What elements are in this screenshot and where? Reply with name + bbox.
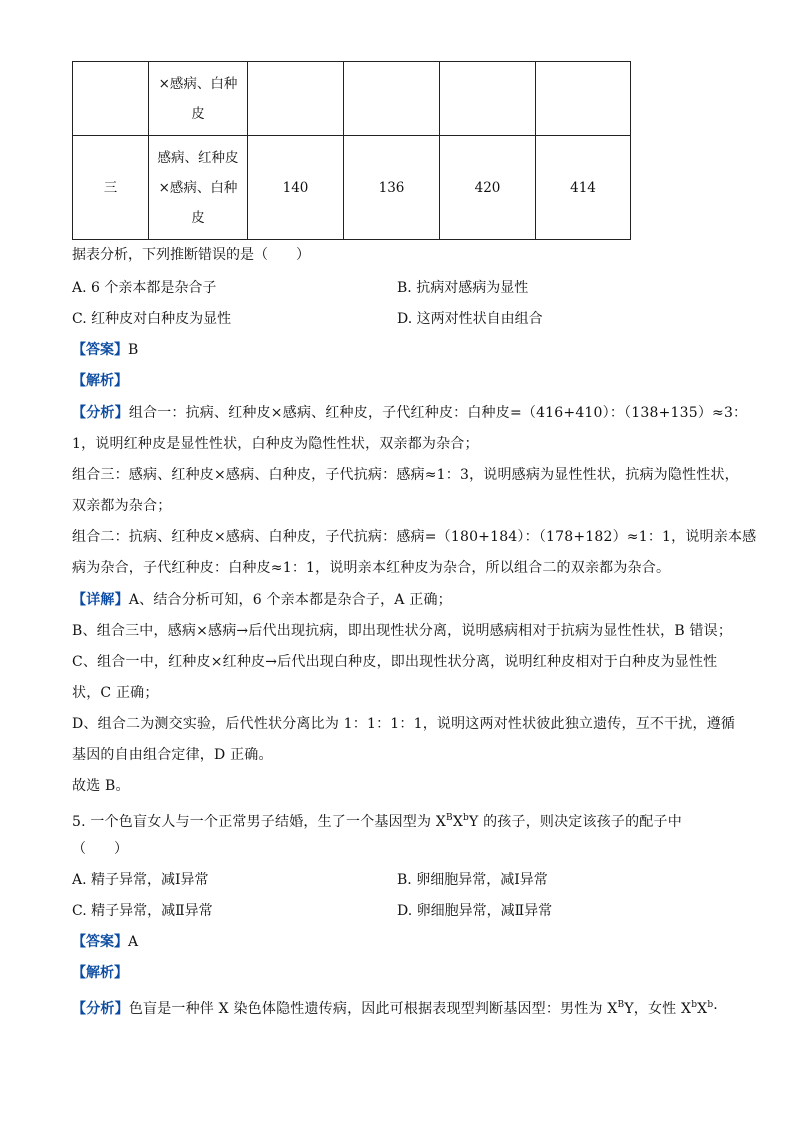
q4-fenxi-line: 1，说明红种皮是显性性状，白种皮为隐性性状，双亲都为杂合； bbox=[72, 436, 479, 452]
q4-detail-line: 【详解】A、结合分析可知，6 个亲本都是杂合子，A 正确； bbox=[72, 592, 452, 608]
q4-prompt: 据表分析，下列推断错误的是（ ） bbox=[72, 247, 310, 263]
q4-option-d: D. 这两对性状自由组合 bbox=[397, 311, 543, 327]
count-cell: 140 bbox=[248, 136, 344, 240]
count-cell bbox=[440, 62, 536, 136]
q4-option-c: C. 红种皮对白种皮为显性 bbox=[72, 311, 232, 327]
table-row bbox=[73, 62, 631, 136]
q4-option-b: B. 抗病对感病为显性 bbox=[397, 280, 529, 296]
parents-cell: ×感病、白种皮 bbox=[149, 62, 248, 136]
q5-option-b: B. 卵细胞异常，减Ⅰ异常 bbox=[397, 872, 548, 888]
q5-answer: 【答案】A bbox=[72, 934, 139, 950]
q4-fenxi-line: 组合三：感病、红种皮×感病、白种皮，子代抗病：感病≈1：3，说明感病为显性性状，抗病为隐性性状， bbox=[72, 467, 739, 483]
q5-option-d: D. 卵细胞异常，减Ⅱ异常 bbox=[397, 903, 553, 919]
parents-cell: 感病、红种皮×感病、白种皮 bbox=[149, 136, 248, 240]
q5-option-a: A. 精子异常，减Ⅰ异常 bbox=[72, 872, 209, 888]
q5-paren: （ ） bbox=[72, 841, 128, 857]
answer-tag: 【答案】 bbox=[72, 342, 128, 358]
count-cell: 414 bbox=[536, 136, 631, 240]
q4-detail-line: C、组合一中，红种皮×红种皮→后代出现白种皮，即出现性状分离，说明红种皮相对于白种皮为显性性 bbox=[72, 654, 718, 670]
q4-detail-line: B、组合三中，感病×感病→后代出现抗病，即出现性状分离，说明感病相对于抗病为显性性状，B 错误； bbox=[72, 623, 733, 639]
count-cell bbox=[248, 62, 344, 136]
results-table bbox=[72, 61, 631, 240]
q4-fenxi-line: 双亲都为杂合； bbox=[72, 498, 172, 514]
q4-detail-line: D、组合二为测交实验，后代性状分离比为 1：1：1：1，说明这两对性状彼此独立遗传，互不干扰，遵循 bbox=[72, 716, 736, 732]
count-cell bbox=[536, 62, 631, 136]
q5-analysis-heading: 【解析】 bbox=[72, 965, 128, 981]
q4-answer bbox=[72, 340, 138, 360]
answer-value: B bbox=[128, 342, 139, 358]
q4-analysis-heading: 【解析】 bbox=[72, 373, 128, 389]
q5-stem: 5. 一个色盲女人与一个正常男子结婚，生了一个基因型为 $X^BX^bY$ 的孩子，则决定该孩子的配子中 bbox=[72, 813, 682, 830]
group-cell bbox=[73, 62, 149, 136]
group-cell: 三 bbox=[73, 136, 149, 240]
q5-option-c: C. 精子异常，减Ⅱ异常 bbox=[72, 903, 213, 919]
table-row bbox=[73, 136, 631, 240]
count-cell: 420 bbox=[440, 136, 536, 240]
q4-detail-line: 基因的自由组合定律，D 正确。 bbox=[72, 747, 273, 763]
q4-option-a: A. 6 个亲本都是杂合子 bbox=[72, 280, 217, 296]
q4-fenxi-line: 组合二：抗病、红种皮×感病、白种皮，子代抗病：感病=（180+184）：（178+182）≈1：1，说明亲本感 bbox=[72, 529, 757, 545]
q4-fenxi-line: 病为杂合，子代红种皮：白种皮≈1：1，说明亲本红种皮为杂合，所以组合二的双亲都为杂合。 bbox=[72, 560, 671, 576]
q5-fenxi-line: 【分析】色盲是一种伴 X 染色体隐性遗传病，因此可根据表现型判断基因型：男性为 $X^BY$，女性 $X^bX^b\cdot$ bbox=[72, 1000, 718, 1017]
q4-detail-line: 状，C 正确； bbox=[72, 685, 159, 701]
count-cell: 136 bbox=[344, 136, 440, 240]
count-cell bbox=[344, 62, 440, 136]
q4-conclusion: 故选 B。 bbox=[72, 778, 130, 794]
q4-fenxi-line: 【分析】组合一：抗病、红种皮×感病、红种皮，子代红种皮：白种皮=（416+410）：（138+135）≈3： bbox=[72, 405, 748, 421]
